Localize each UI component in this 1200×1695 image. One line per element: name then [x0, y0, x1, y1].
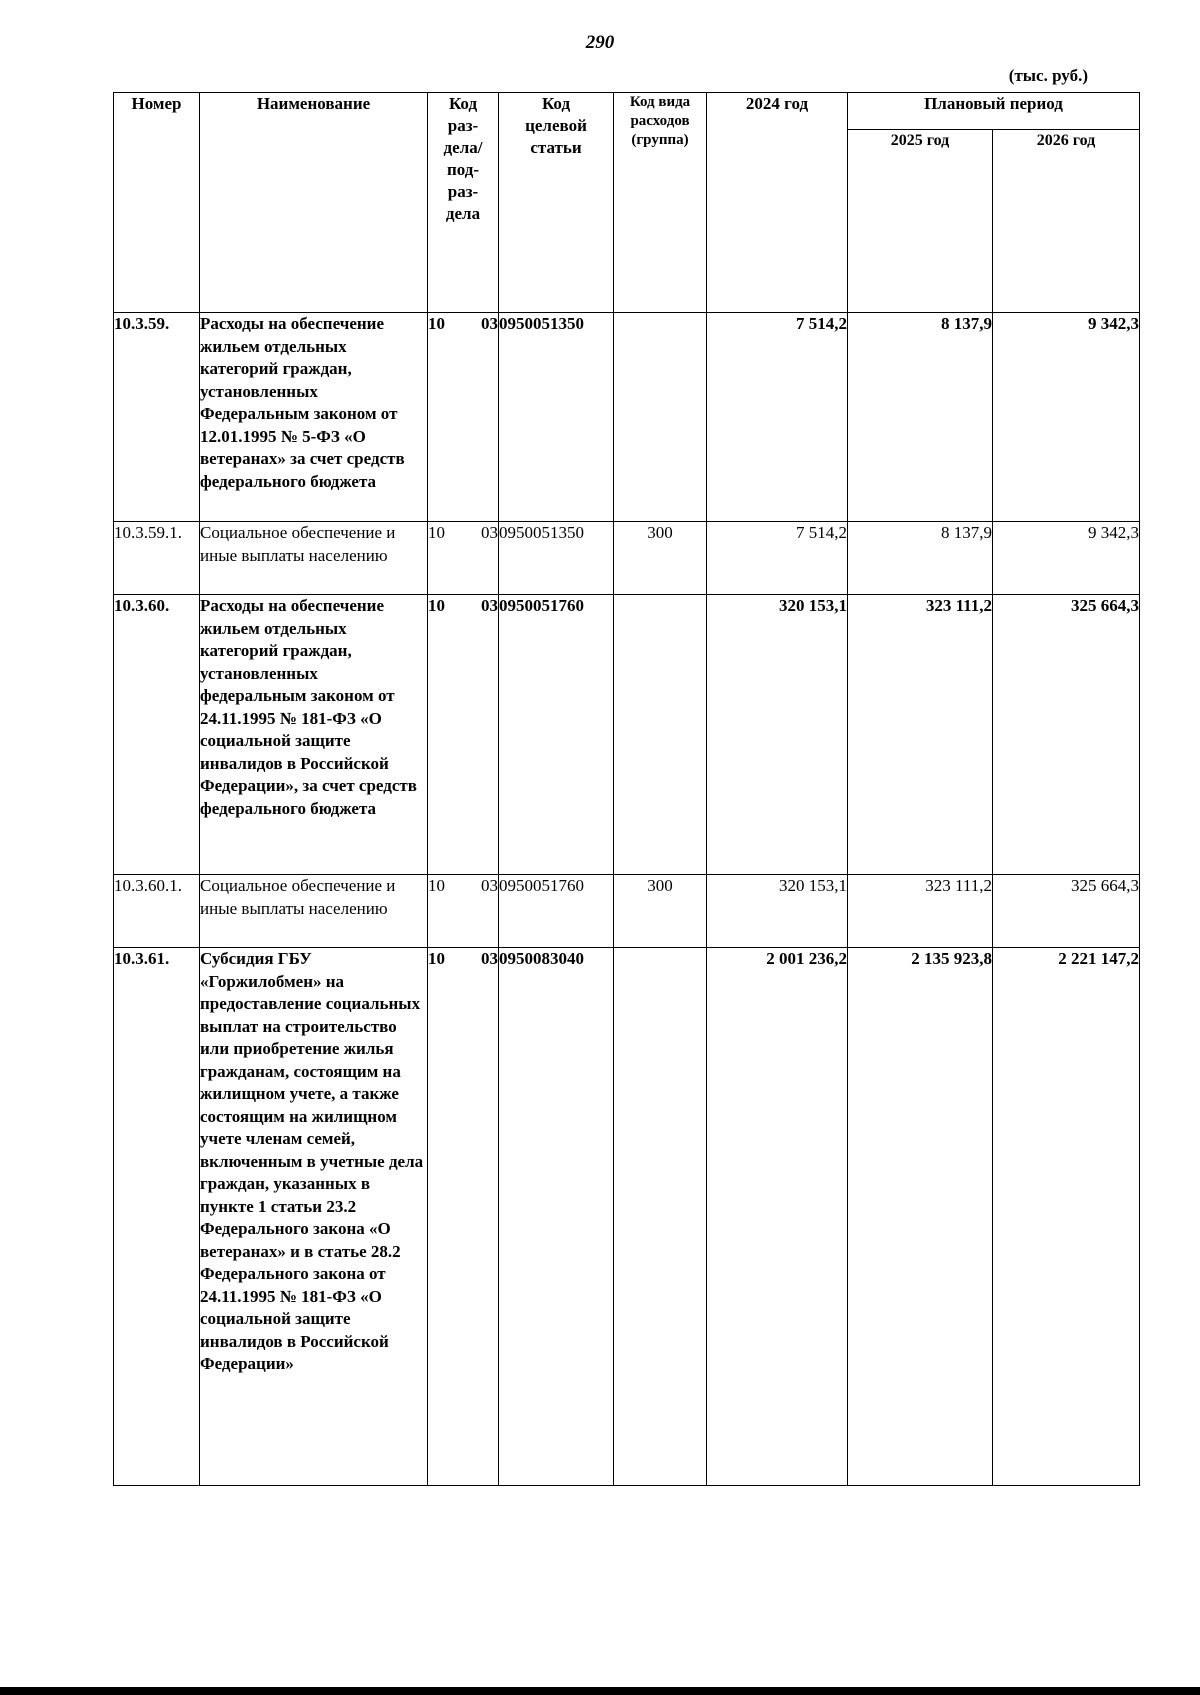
budget-table — [113, 92, 1140, 1486]
scan-bottom-edge — [0, 1687, 1200, 1695]
section-code: 10 — [428, 523, 445, 542]
table-row — [114, 595, 1140, 875]
row-target-code: 0950051350 — [499, 313, 614, 522]
subsection-code: 03 — [481, 949, 498, 968]
row-value-2024: 2 001 236,2 — [707, 948, 848, 1486]
row-name: Расходы на обеспечение жильем отдельных категорий граждан, установленных федеральным законом от 24.11.1995 № 181-ФЗ «О социальной защите инвалидов в Российской Федерации», за счет средств федерального бюджета — [200, 595, 428, 875]
header-2025: 2025 год — [848, 130, 993, 313]
header-number: Номер — [114, 93, 200, 313]
row-number: 10.3.60.1. — [114, 875, 200, 948]
row-name: Социальное обеспечение и иные выплаты населению — [200, 522, 428, 595]
row-number: 10.3.60. — [114, 595, 200, 875]
section-code: 10 — [428, 314, 445, 333]
row-value-2024: 320 153,1 — [707, 595, 848, 875]
header-row — [114, 93, 1140, 130]
row-expense-group — [614, 313, 707, 522]
row-value-2026: 325 664,3 — [993, 595, 1140, 875]
header-section-code: Код раз- дела/ под- раз- дела — [428, 93, 499, 313]
row-expense-group — [614, 595, 707, 875]
row-value-2025: 323 111,2 — [848, 875, 993, 948]
units-label: (тыс. руб.) — [1008, 66, 1088, 85]
row-name: Субсидия ГБУ «Горжилобмен» на предоставление социальных выплат на строительство или приобретение жилья гражданам, состоящим на жилищном учете, а также состоящим на жилищном учете членам семей, включенным в учетные дела граждан, указанных в пункте 1 статьи 23.2 Федерального закона «О ветеранах» и в статье 28.2 Федерального закона от 24.11.1995 № 181-ФЗ «О социальной защите инвалидов в Российской Федерации» — [200, 948, 428, 1486]
row-section-code — [428, 313, 499, 522]
row-target-code: 0950051350 — [499, 522, 614, 595]
section-code: 10 — [428, 949, 445, 968]
header-2024: 2024 год — [707, 93, 848, 313]
header-2026: 2026 год — [993, 130, 1140, 313]
table-row — [114, 313, 1140, 522]
table-row — [114, 522, 1140, 595]
row-value-2026: 325 664,3 — [993, 875, 1140, 948]
row-section-code — [428, 595, 499, 875]
row-value-2026: 9 342,3 — [993, 313, 1140, 522]
row-value-2026: 9 342,3 — [993, 522, 1140, 595]
table-row — [114, 875, 1140, 948]
header-target-code: Код целевой статьи — [499, 93, 614, 313]
table-row — [114, 948, 1140, 1486]
header-name: Наименование — [200, 93, 428, 313]
row-number: 10.3.61. — [114, 948, 200, 1486]
row-number: 10.3.59. — [114, 313, 200, 522]
row-name: Социальное обеспечение и иные выплаты населению — [200, 875, 428, 948]
row-value-2024: 7 514,2 — [707, 522, 848, 595]
row-target-code: 0950051760 — [499, 595, 614, 875]
section-code: 10 — [428, 596, 445, 615]
row-section-code — [428, 948, 499, 1486]
row-value-2025: 2 135 923,8 — [848, 948, 993, 1486]
row-name: Расходы на обеспечение жильем отдельных категорий граждан, установленных Федеральным законом от 12.01.1995 № 5-ФЗ «О ветеранах» за счет средств федерального бюджета — [200, 313, 428, 522]
row-value-2026: 2 221 147,2 — [993, 948, 1140, 1486]
row-number: 10.3.59.1. — [114, 522, 200, 595]
row-expense-group: 300 — [614, 875, 707, 948]
subsection-code: 03 — [481, 596, 498, 615]
row-expense-group: 300 — [614, 522, 707, 595]
row-target-code: 0950083040 — [499, 948, 614, 1486]
row-section-code — [428, 875, 499, 948]
row-value-2025: 8 137,9 — [848, 313, 993, 522]
row-target-code: 0950051760 — [499, 875, 614, 948]
section-code: 10 — [428, 876, 445, 895]
page-number: 290 — [585, 32, 615, 53]
row-section-code — [428, 522, 499, 595]
header-expense-type: Код вида расходов (группа) — [614, 93, 707, 313]
header-planning-period: Плановый период — [848, 93, 1140, 130]
row-value-2025: 323 111,2 — [848, 595, 993, 875]
row-value-2024: 7 514,2 — [707, 313, 848, 522]
row-value-2025: 8 137,9 — [848, 522, 993, 595]
row-value-2024: 320 153,1 — [707, 875, 848, 948]
subsection-code: 03 — [481, 314, 498, 333]
subsection-code: 03 — [481, 876, 498, 895]
row-expense-group — [614, 948, 707, 1486]
subsection-code: 03 — [481, 523, 498, 542]
